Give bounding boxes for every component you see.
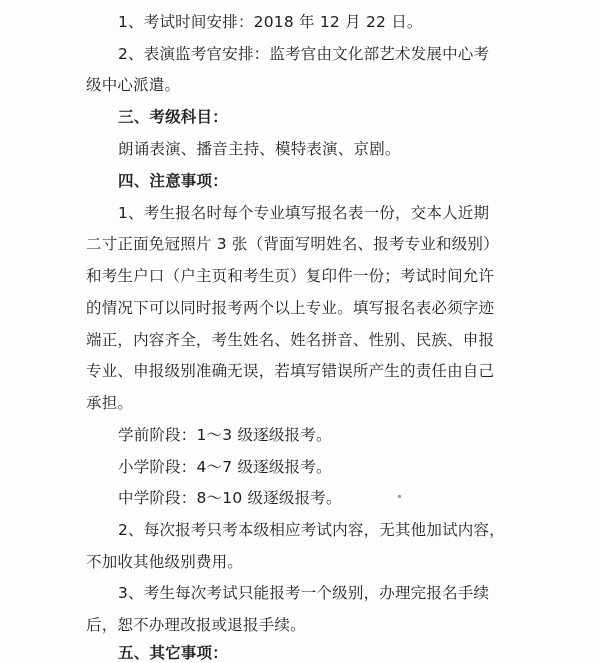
scan-speck xyxy=(398,495,401,498)
notes-paragraph-2-line-2: 不加收其他级别费用。 xyxy=(86,553,244,571)
subjects-list: 朗诵表演、播音主持、模特表演、京剧。 xyxy=(118,140,401,158)
examiner-arrangement-line: 2、表演监考官安排：监考官由文化部艺术发展中心考 xyxy=(118,45,490,63)
section-heading-notes: 四、注意事项： xyxy=(118,172,228,190)
notes-paragraph-1-line-4: 的情况下可以同时报考两个以上专业。填写报名表必须字迹 xyxy=(86,299,495,317)
notes-paragraph-2-line-1: 2、每次报考只考本级相应考试内容，无其他加试内容， xyxy=(118,521,505,539)
notes-paragraph-1-line-6: 专业、申报级别准确无误，若填写错误所产生的责任由自己 xyxy=(86,362,495,380)
secondary-level-line: 中学阶段：8～10 级逐级报考。 xyxy=(118,489,342,507)
notes-paragraph-1-line-3: 和考生户口（户主页和考生页）复印件一份；考试时间允许 xyxy=(86,267,495,285)
section-heading-other: 五、其它事项： xyxy=(118,644,228,662)
notes-paragraph-3-line-1: 3、考生每次考试只能报考一个级别，办理完报名手续 xyxy=(118,584,490,602)
notes-paragraph-1-line-1: 1、考生报名时每个专业填写报名表一份，交本人近期 xyxy=(118,204,490,222)
primary-level-line: 小学阶段：4～7 级逐级报考。 xyxy=(118,458,332,476)
exam-time-line: 1、考试时间安排：2018 年 12 月 22 日。 xyxy=(118,13,423,31)
notes-paragraph-1-line-7: 承担。 xyxy=(86,394,134,412)
notes-paragraph-1-line-2: 二寸正面免冠照片 3 张（背面写明姓名、报考专业和级别） xyxy=(86,235,499,253)
examiner-arrangement-continuation: 级中心派遣。 xyxy=(86,76,181,94)
section-heading-subjects: 三、考级科目： xyxy=(118,108,228,126)
notes-paragraph-3-line-2: 后，恕不办理改报或退报手续。 xyxy=(86,616,306,634)
preschool-level-line: 学前阶段：1～3 级逐级报考。 xyxy=(118,426,332,444)
notes-paragraph-1-line-5: 端正，内容齐全，考生姓名、姓名拼音、性别、民族、申报 xyxy=(86,331,495,349)
